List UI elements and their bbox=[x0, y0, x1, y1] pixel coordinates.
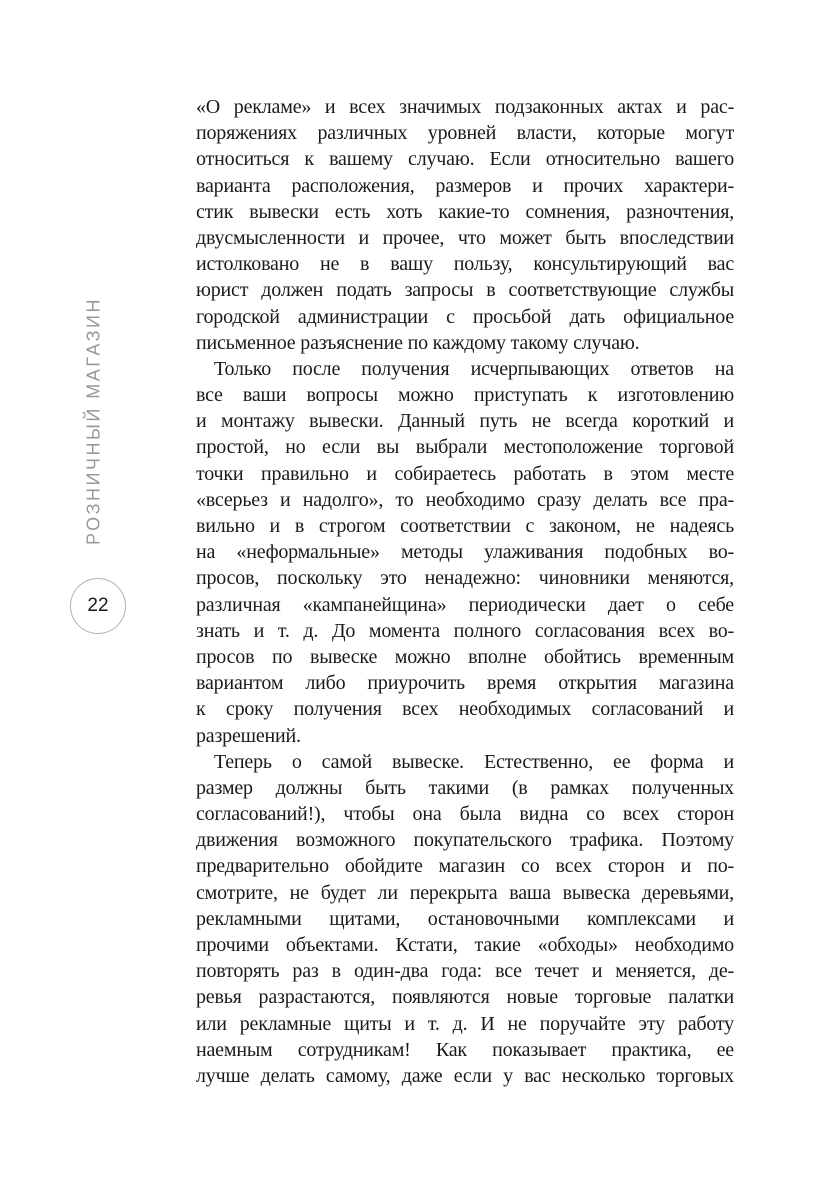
text-line-content: лучше делать самому, даже если у вас несколько торговых bbox=[196, 1064, 734, 1087]
text-line-content: размер должны быть такими (в рамках полученных bbox=[196, 776, 734, 799]
text-line-content: повторять раз в один-два года: все течет и меняется, де- bbox=[196, 960, 735, 983]
text-line-content: вильно и в строгом соответствии с законом, не надеясь bbox=[196, 515, 735, 537]
text-line-content: предварительно обойдите магазин со всех сторон и по- bbox=[196, 855, 734, 878]
text-line bbox=[196, 906, 734, 932]
text-line-content: наемным сотрудникам! Как показывает практика, ее bbox=[196, 1038, 734, 1061]
text-line bbox=[196, 853, 734, 879]
text-line bbox=[196, 539, 734, 565]
text-line-content: юрист должен подать запросы в соответствующие службы bbox=[196, 279, 734, 302]
text-line-content: движения возможного покупательского трафика. Поэтому bbox=[196, 829, 734, 852]
text-line-content: на «неформальные» методы улаживания подобных во- bbox=[196, 541, 734, 564]
text-line-content: рекламными щитами, остановочными комплексами и bbox=[196, 907, 734, 930]
text-line-content: стик вывески есть хоть какие-то сомнения, разночтения, bbox=[196, 200, 734, 223]
text-line-content: городской администрации с просьбой дать официальное bbox=[196, 305, 735, 328]
text-line bbox=[196, 330, 734, 356]
text-line bbox=[196, 487, 734, 513]
text-line bbox=[196, 304, 734, 330]
text-line bbox=[196, 94, 734, 120]
text-line-content: простой, но если вы выбрали местоположение торговой bbox=[196, 436, 734, 459]
text-line bbox=[196, 408, 734, 434]
paragraph bbox=[196, 356, 734, 749]
text-line-content: или рекламные щиты и т. д. И не поручайте эту работу bbox=[196, 1012, 734, 1035]
text-line-content: все ваши вопросы можно приступать к изготовлению bbox=[196, 384, 734, 407]
text-line bbox=[196, 173, 734, 199]
text-line bbox=[196, 225, 734, 251]
text-line bbox=[196, 434, 734, 460]
text-line bbox=[196, 461, 734, 487]
text-line bbox=[196, 146, 734, 172]
text-line bbox=[196, 356, 734, 382]
text-line-content: просов, поскольку это ненадежно: чиновники меняются, bbox=[196, 567, 734, 590]
text-line bbox=[196, 592, 734, 618]
text-line bbox=[196, 1011, 734, 1037]
text-line bbox=[196, 880, 734, 906]
text-line bbox=[196, 618, 734, 644]
text-line bbox=[196, 120, 734, 146]
text-line-content: смотрите, не будет ли перекрыта ваша вывеска деревьями, bbox=[196, 881, 734, 904]
text-line-content: письменное разъяснение по каждому такому случаю. bbox=[196, 331, 640, 354]
text-line-content: варианта расположения, размеров и прочих характери- bbox=[196, 174, 735, 197]
text-line-content: различная «кампанейщина» периодически дает о себе bbox=[196, 593, 734, 616]
text-line-content: разрешений. bbox=[196, 724, 301, 747]
text-line bbox=[196, 251, 734, 277]
text-line bbox=[196, 827, 734, 853]
text-line-content: ревья разрастаются, появляются новые торговые палатки bbox=[196, 986, 734, 1009]
text-line bbox=[196, 1063, 734, 1089]
text-line bbox=[196, 932, 734, 958]
text-line-content: вариантом либо приурочить время открытия магазина bbox=[196, 672, 734, 695]
text-line bbox=[196, 958, 734, 984]
text-line-content: «всерьез и надолго», то необходимо сразу делать все пра- bbox=[196, 488, 734, 511]
text-line bbox=[196, 670, 734, 696]
text-line-content: согласований!), чтобы она была видна со всех сторон bbox=[196, 803, 735, 826]
text-line-content: точки правильно и собираетесь работать в этом месте bbox=[196, 462, 734, 485]
text-line-content: к сроку получения всех необходимых согласований и bbox=[196, 698, 735, 721]
text-line-content: двусмысленности и прочее, что может быть впоследствии bbox=[196, 226, 734, 249]
page-number: 22 bbox=[87, 595, 109, 616]
text-line bbox=[196, 277, 734, 303]
text-line bbox=[196, 513, 734, 539]
paragraph bbox=[196, 94, 734, 356]
text-line-content: истолковано не в вашу пользу, консультирующий вас bbox=[196, 253, 734, 276]
text-line-content: Теперь о самой вывеске. Естественно, ее форма и bbox=[214, 750, 734, 773]
text-line-content: знать и т. д. До момента полного согласования всех во- bbox=[196, 619, 735, 642]
text-line bbox=[196, 801, 734, 827]
text-line bbox=[196, 775, 734, 801]
running-book-title: РОЗНИЧНЫЙ МАГАЗИН bbox=[83, 297, 104, 545]
text-line bbox=[196, 723, 734, 749]
page-number-badge bbox=[70, 578, 126, 634]
page-text-block bbox=[196, 94, 734, 1089]
text-line-content: Только после получения исчерпывающих ответов на bbox=[214, 357, 734, 380]
text-line bbox=[196, 749, 734, 775]
paragraph bbox=[196, 749, 734, 1089]
text-line bbox=[196, 565, 734, 591]
text-line-content: просов по вывеске можно вполне обойтись временным bbox=[196, 645, 734, 668]
text-line-content: «О рекламе» и всех значимых подзаконных актах и рас- bbox=[196, 96, 735, 118]
text-line bbox=[196, 984, 734, 1010]
text-line-content: поряжениях различных уровней власти, которые могут bbox=[196, 122, 735, 145]
text-line bbox=[196, 644, 734, 670]
text-line bbox=[196, 696, 734, 722]
text-line bbox=[196, 1037, 734, 1063]
text-line bbox=[196, 382, 734, 408]
text-line-content: и монтажу вывески. Данный путь не всегда короткий и bbox=[196, 410, 734, 433]
text-line-content: относиться к вашему случаю. Если относительно вашего bbox=[196, 148, 735, 171]
text-line bbox=[196, 199, 734, 225]
text-line-content: прочими объектами. Кстати, такие «обходы» необходимо bbox=[196, 934, 734, 956]
